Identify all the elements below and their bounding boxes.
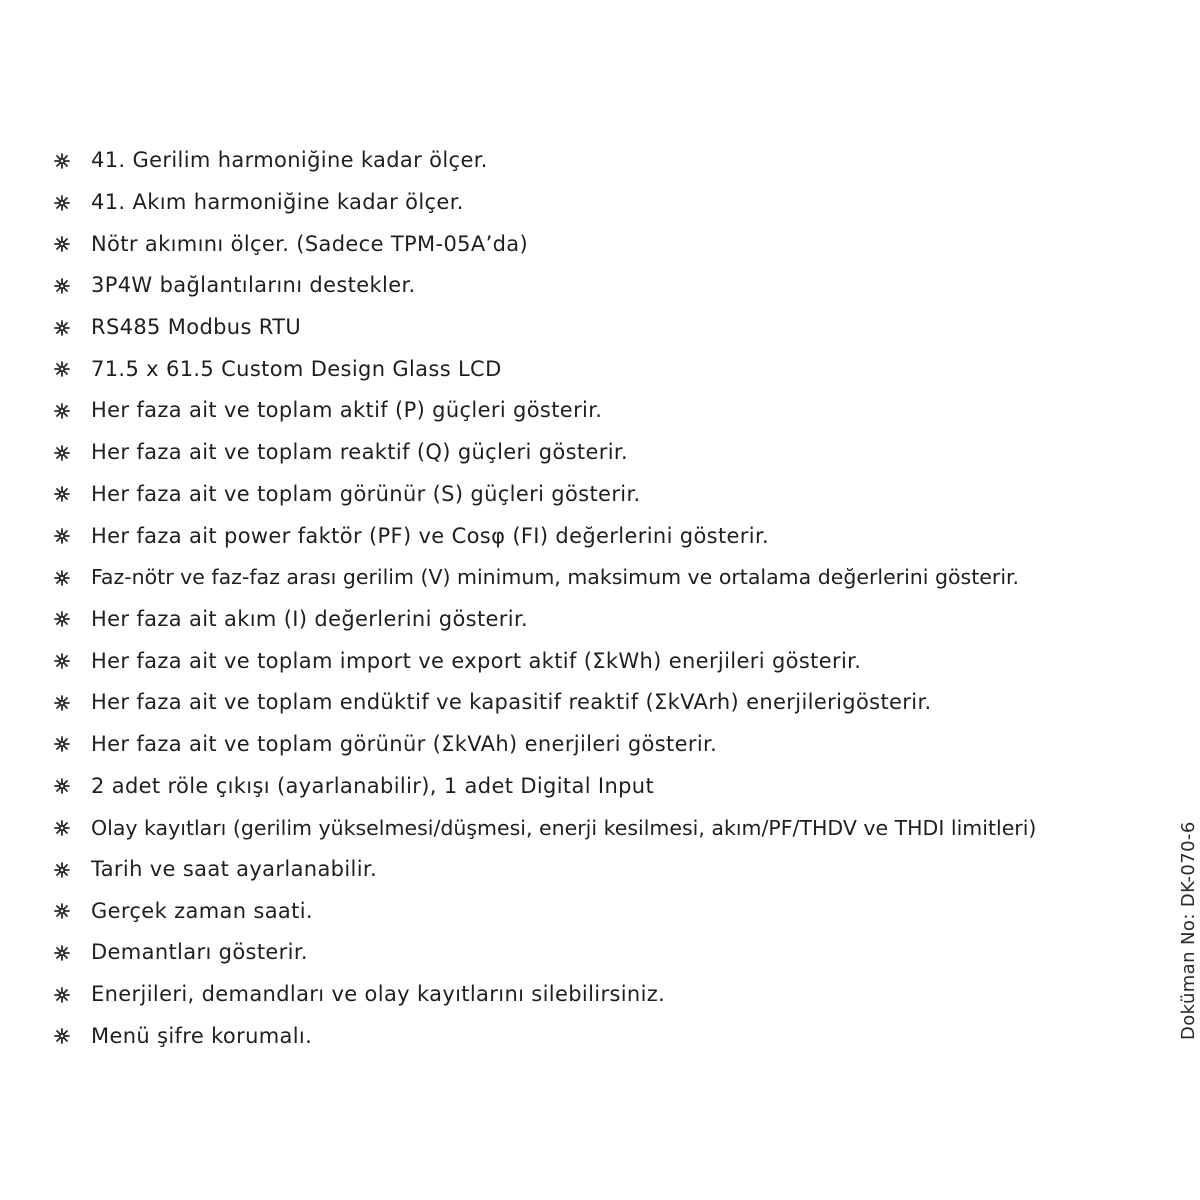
asterisk-icon	[52, 568, 72, 588]
asterisk-icon	[52, 151, 72, 171]
feature-item	[52, 640, 1162, 682]
asterisk-icon	[52, 734, 72, 754]
asterisk-icon	[52, 1026, 72, 1046]
feature-text: Her faza ait power faktör (PF) ve Cosφ (FI) değerlerini gösterir.	[91, 523, 770, 548]
feature-item	[52, 265, 1162, 307]
asterisk-icon	[52, 443, 72, 463]
feature-item	[52, 974, 1162, 1016]
feature-text: Tarih ve saat ayarlanabilir.	[91, 857, 377, 882]
feature-item	[52, 932, 1162, 974]
feature-text: Olay kayıtları (gerilim yükselmesi/düşmesi, enerji kesilmesi, akım/PF/THDV ve THDI limitleri)	[91, 815, 1037, 840]
feature-item	[52, 765, 1162, 807]
feature-text: Her faza ait ve toplam görünür (ΣkVAh) enerjileri gösterir.	[91, 731, 718, 756]
feature-item	[52, 849, 1162, 891]
asterisk-icon	[52, 818, 72, 838]
feature-text: 3P4W bağlantılarını destekler.	[91, 273, 416, 298]
feature-text: Enerjileri, demandları ve olay kayıtlarını silebilirsiniz.	[91, 982, 666, 1007]
asterisk-icon	[52, 693, 72, 713]
asterisk-icon	[52, 985, 72, 1005]
feature-text: Gerçek zaman saati.	[91, 898, 313, 923]
asterisk-icon	[52, 359, 72, 379]
feature-item	[52, 182, 1162, 224]
document-number: Doküman No: DK-070-6	[1178, 821, 1199, 1040]
feature-text: Her faza ait ve toplam görünür (S) güçleri gösterir.	[91, 481, 641, 506]
asterisk-icon	[52, 401, 72, 421]
feature-text: 41. Akım harmoniğine kadar ölçer.	[91, 190, 464, 215]
feature-item	[52, 432, 1162, 474]
feature-item	[52, 140, 1162, 182]
feature-text: Faz-nötr ve faz-faz arası gerilim (V) minimum, maksimum ve ortalama değerlerini gösterir.	[91, 565, 1020, 590]
asterisk-icon	[52, 234, 72, 254]
asterisk-icon	[52, 943, 72, 963]
feature-list	[52, 140, 1162, 1057]
feature-text: Demantları gösterir.	[91, 940, 308, 965]
asterisk-icon	[52, 860, 72, 880]
feature-item	[52, 724, 1162, 766]
feature-text: Her faza ait ve toplam endüktif ve kapasitif reaktif (ΣkVArh) enerjilerigösterir.	[91, 690, 932, 715]
feature-text: 71.5 x 61.5 Custom Design Glass LCD	[91, 356, 502, 381]
feature-item	[52, 223, 1162, 265]
asterisk-icon	[52, 609, 72, 629]
feature-text: Nötr akımını ölçer. (Sadece TPM-05A’da)	[91, 231, 529, 256]
feature-text: 41. Gerilim harmoniğine kadar ölçer.	[91, 148, 488, 173]
asterisk-icon	[52, 776, 72, 796]
feature-text: Her faza ait ve toplam aktif (P) güçleri gösterir.	[91, 398, 603, 423]
feature-item	[52, 890, 1162, 932]
asterisk-icon	[52, 276, 72, 296]
feature-item	[52, 557, 1162, 599]
asterisk-icon	[52, 318, 72, 338]
asterisk-icon	[52, 651, 72, 671]
feature-item	[52, 1015, 1162, 1057]
feature-item	[52, 390, 1162, 432]
feature-text: Her faza ait akım (I) değerlerini gösterir.	[91, 606, 529, 631]
asterisk-icon	[52, 901, 72, 921]
feature-item	[52, 807, 1162, 849]
feature-text: RS485 Modbus RTU	[91, 315, 302, 340]
asterisk-icon	[52, 526, 72, 546]
feature-item	[52, 307, 1162, 349]
feature-text: Her faza ait ve toplam import ve export aktif (ΣkWh) enerjileri gösterir.	[91, 648, 862, 673]
feature-item	[52, 348, 1162, 390]
feature-item	[52, 599, 1162, 641]
feature-item	[52, 682, 1162, 724]
feature-item	[52, 474, 1162, 516]
asterisk-icon	[52, 193, 72, 213]
feature-text: Her faza ait ve toplam reaktif (Q) güçleri gösterir.	[91, 440, 628, 465]
feature-item	[52, 515, 1162, 557]
feature-text: 2 adet röle çıkışı (ayarlanabilir), 1 adet Digital Input	[91, 773, 655, 798]
asterisk-icon	[52, 484, 72, 504]
feature-text: Menü şifre korumalı.	[91, 1023, 313, 1048]
